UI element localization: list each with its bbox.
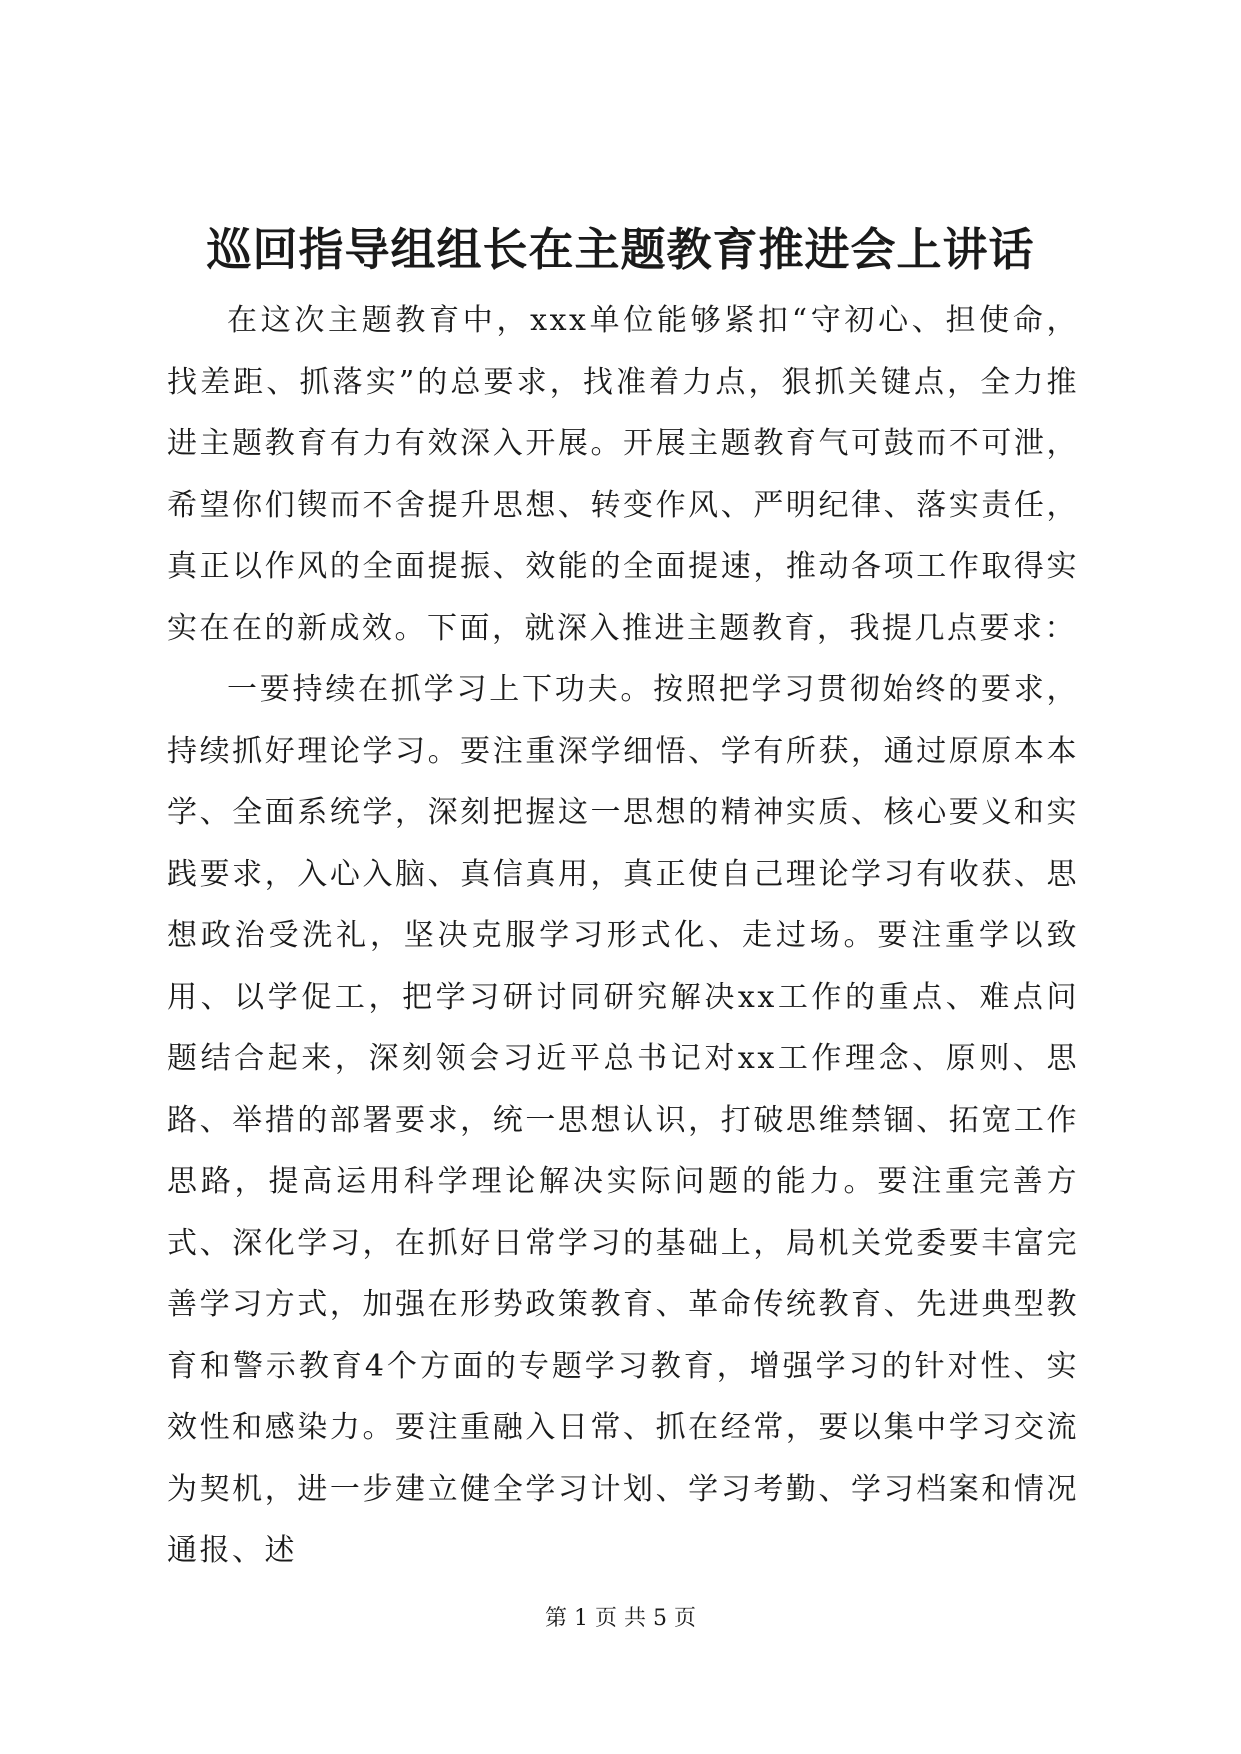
paragraph-point-one: 一要持续在抓学习上下功夫。按照把学习贯彻始终的要求，持续抓好理论学习。要注重深学细悟、学有所获，通过原原本本学、全面系统学，深刻把握这一思想的精神实质、核心要义和实践要求，入心入脑、真信真用，真正使自己理论学习有收获、思想政治受洗礼，坚决克服学习形式化、走过场。要注重学以致用、以学促工，把学习研讨同研究解决xx工作的重点、难点问题结合起来，深刻领会习近平总书记对xx工作理念、原则、思路、举措的部署要求，统一思想认识，打破思维禁锢、拓宽工作思路，提高运用科学理论解决实际问题的能力。要注重完善方式、深化学习，在抓好日常学习的基础上，局机关党委要丰富完善学习方式，加强在形势政策教育、革命传统教育、先进典型教育和警示教育4个方面的专题学习教育，增强学习的针对性、实效性和感染力。要注重融入日常、抓在经常，要以集中学习交流为契机，进一步建立健全学习计划、学习考勤、学习档案和情况通报、述 <box>167 672 1079 1568</box>
paragraph-intro: 在这次主题教育中，xxx单位能够紧扣“守初心、担使命，找差距、抓落实”的总要求，找准着力点，狠抓关键点，全力推进主题教育有力有效深入开展。开展主题教育气可鼓而不可泄，希望你们锲而不舍提升思想、转变作风、严明纪律、落实责任，真正以作风的全面提振、效能的全面提速，推动各项工作取得实实在在的新成效。下面，就深入推进主题教育，我提几点要求： <box>167 303 1079 646</box>
page-footer: 第 1 页 共 5 页 <box>545 1606 696 1631</box>
document-body <box>167 290 1079 1582</box>
document-title: 巡回指导组组长在主题教育推进会上讲话 <box>206 223 1035 276</box>
